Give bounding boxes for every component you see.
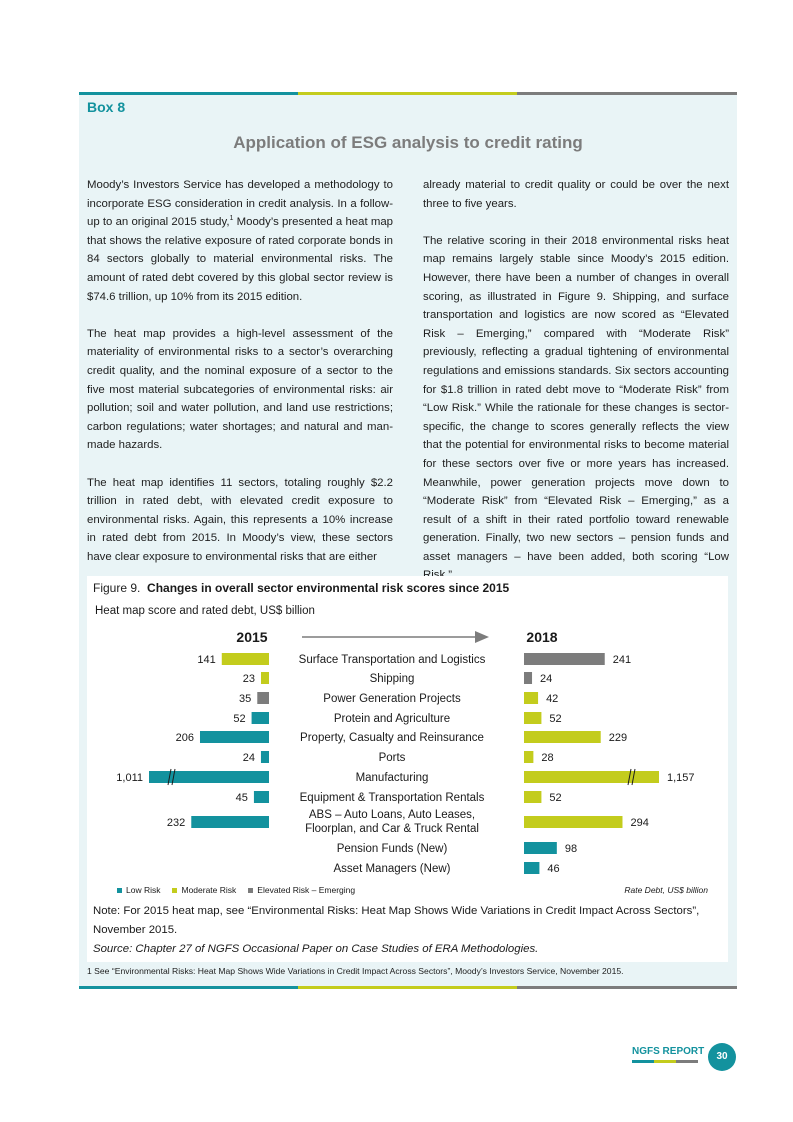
- figure-note: [93, 902, 723, 959]
- sector-label: Manufacturing: [355, 772, 429, 784]
- bar-2015: [149, 771, 269, 783]
- value-label-2015: 52: [233, 713, 246, 725]
- bar-2015: [222, 653, 269, 665]
- bar-2018: [524, 862, 539, 874]
- value-label-2018: 42: [546, 693, 559, 705]
- bar-2015: [257, 692, 269, 704]
- value-label-2018: 24: [540, 673, 553, 685]
- source-text: Source: Chapter 27 of NGFS Occasional Paper on Case Studies of ERA Methodologies.: [93, 943, 539, 955]
- box-label: Box 8: [87, 99, 126, 115]
- value-label-2018: 241: [612, 654, 632, 666]
- value-label-2018: 52: [549, 713, 562, 725]
- value-label-2015: 141: [197, 654, 216, 666]
- report-brand: NGFS REPORT: [632, 1046, 705, 1057]
- bar-2018: [524, 771, 659, 783]
- paragraph: The heat map identifies 11 sectors, totaling roughly $2.2 trillion in rated debt, with elevated credit exposure to environmental risks. Again, this represents a 10% increase in rated debt from 2015. In Moody’s view, these sectors have clear exposure to environmental risks that are either: [87, 476, 393, 563]
- bar-2018: [524, 731, 601, 743]
- value-label-2015: 206: [175, 732, 194, 744]
- bar-2018: [524, 751, 533, 763]
- brand-bars: [632, 1060, 698, 1063]
- bar-2015: [261, 672, 269, 684]
- bar-2015: [191, 816, 269, 828]
- header-2018: 2018: [526, 629, 558, 645]
- bar-2018: [524, 842, 557, 854]
- legend-label: Low Risk: [126, 885, 161, 895]
- sector-label: Asset Managers (New): [333, 863, 451, 875]
- page-number: 30: [708, 1043, 736, 1071]
- paragraph: The relative scoring in their 2018 environmental risks heat map remains largely stable since Moody’s 2015 edition. However, there have been a number of changes in overall scoring, as illustrated in Figure 9. Shipping, and surface transportation and logistics are now scored as “Elevated Risk – Emerging,” compared with “Moderate Risk” previously, reflecting a gradual tightening of environmental regulations and emissions standards. Six sectors accounting for $1.8 trillion in rated debt move to “Moderate Risk” from “Low Risk.” While the rationale for these changes is sector-specific, the change to scores generally reflects the view that the potential for environmental risks to become material for these sectors over five or more years has increased. Meanwhile, power generation projects move down to “Moderate Risk” from “Elevated Risk – Emerging,” as a result of a shift in their rated portfolio toward renewable generation. Finally, two new sectors – pension funds and asset managers – have been added, both scoring “Low: [423, 234, 729, 563]
- bar-2015: [261, 751, 269, 763]
- legend-item-low: [117, 885, 160, 895]
- header-2015: 2015: [236, 629, 268, 645]
- text-column-right: [423, 176, 729, 604]
- heat-map-chart: [87, 576, 728, 886]
- box-bottom-rule: [79, 986, 737, 989]
- sector-label: Ports: [378, 752, 406, 764]
- value-label-2018: 294: [630, 817, 649, 829]
- box-top-rule: [79, 92, 737, 95]
- figure-number: Figure 9.: [93, 581, 141, 595]
- sector-label: ABS – Auto Loans, Auto Leases,: [308, 809, 476, 821]
- sector-label: Floorplan, and Car & Truck Rental: [305, 823, 479, 835]
- value-label-2018: 98: [564, 843, 578, 855]
- paragraph: Moody’s Investors Service has developed a methodology to incorporate ESG consideration in credit analysis. In a follow-up to an original 2015 study,$^1$ Moody’s presented a heat map that shows the relative exposure of rated corporate bonds in 84 sectors globally to material environmental risks. The amount of rated debt covered by this global sector review is $74.6 trillion, up 10% from its 2015 edition.: [87, 179, 393, 303]
- bar-2018: [524, 672, 532, 684]
- sector-label: Protein and Agriculture: [333, 713, 451, 725]
- note-text: Note: For 2015 heat map, see “Environmental Risks: Heat Map Shows Wide Variations in Credit Impact Across Sectors”, November 2015.: [93, 905, 700, 936]
- sector-label: Surface Transportation and Logistics: [298, 654, 486, 666]
- sector-label: Power Generation Projects: [323, 693, 461, 705]
- box-title: Application of ESG analysis to credit rating: [233, 133, 583, 152]
- value-label-2015: 23: [242, 673, 255, 685]
- sector-label: Equipment & Transportation Rentals: [299, 792, 485, 804]
- footnote: 1 See “Environmental Risks: Heat Map Shows Wide Variations in Credit Impact Across Sectors”, Moody’s Investors Service, November 2015.: [87, 966, 624, 976]
- legend-swatch: [248, 888, 253, 893]
- bar-2018: [524, 791, 541, 803]
- value-label-2015: 45: [235, 792, 248, 804]
- value-label-2018: 52: [549, 792, 562, 804]
- figure-9: [87, 576, 728, 962]
- header-arrow-head: [475, 631, 489, 643]
- bar-2015: [254, 791, 269, 803]
- sector-label: Property, Casualty and Reinsurance: [300, 732, 484, 744]
- legend-item-elevated: [248, 885, 355, 895]
- bar-2018: [524, 653, 605, 665]
- bar-2018: [524, 816, 622, 828]
- legend-swatch: [172, 888, 177, 893]
- legend-label: Elevated Risk – Emerging: [257, 885, 356, 895]
- paragraph: already material to credit quality or could be over the next three to five years.: [423, 179, 729, 210]
- chart-legend: [117, 885, 355, 895]
- value-label-2015: 232: [166, 817, 186, 829]
- value-label-2018: 28: [541, 752, 554, 764]
- figure-title-text: Changes in overall sector environmental risk scores since 2015: [147, 581, 510, 595]
- sector-label: Pension Funds (New): [336, 843, 448, 855]
- bar-2018: [524, 712, 541, 724]
- legend-item-moderate: [172, 885, 236, 895]
- bar-2015: [200, 731, 269, 743]
- figure-subtitle: Heat map score and rated debt, US$ billion: [95, 605, 315, 617]
- value-label-2018: 229: [608, 732, 628, 744]
- legend-label: Moderate Risk: [181, 885, 237, 895]
- bar-2018: [524, 692, 538, 704]
- value-label-2015: 35: [239, 693, 252, 705]
- bar-2015: [252, 712, 269, 724]
- footnote-ref[interactable]: 1: [229, 215, 234, 223]
- value-label-2015: 24: [242, 752, 255, 764]
- legend-swatch: [117, 888, 122, 893]
- value-label-2018: 1,157: [667, 772, 695, 784]
- paragraph: The heat map provides a high-level assessment of the materiality of environmental risks to a sector’s overarching credit quality, and the nominal exposure of a sector to the five most material subcategories of environmental risks: air pollution; soil and water pollution, and land use restrictions; carbon regulations; water shortages; and natural and man-made hazards.: [87, 327, 393, 452]
- value-label-2015: 1,011: [116, 772, 143, 784]
- value-label-2018: 46: [547, 863, 560, 875]
- text-column-left: [87, 176, 393, 585]
- sector-label: Shipping: [369, 673, 415, 685]
- rate-debt-label: Rate Debt, US$ billion: [624, 885, 708, 895]
